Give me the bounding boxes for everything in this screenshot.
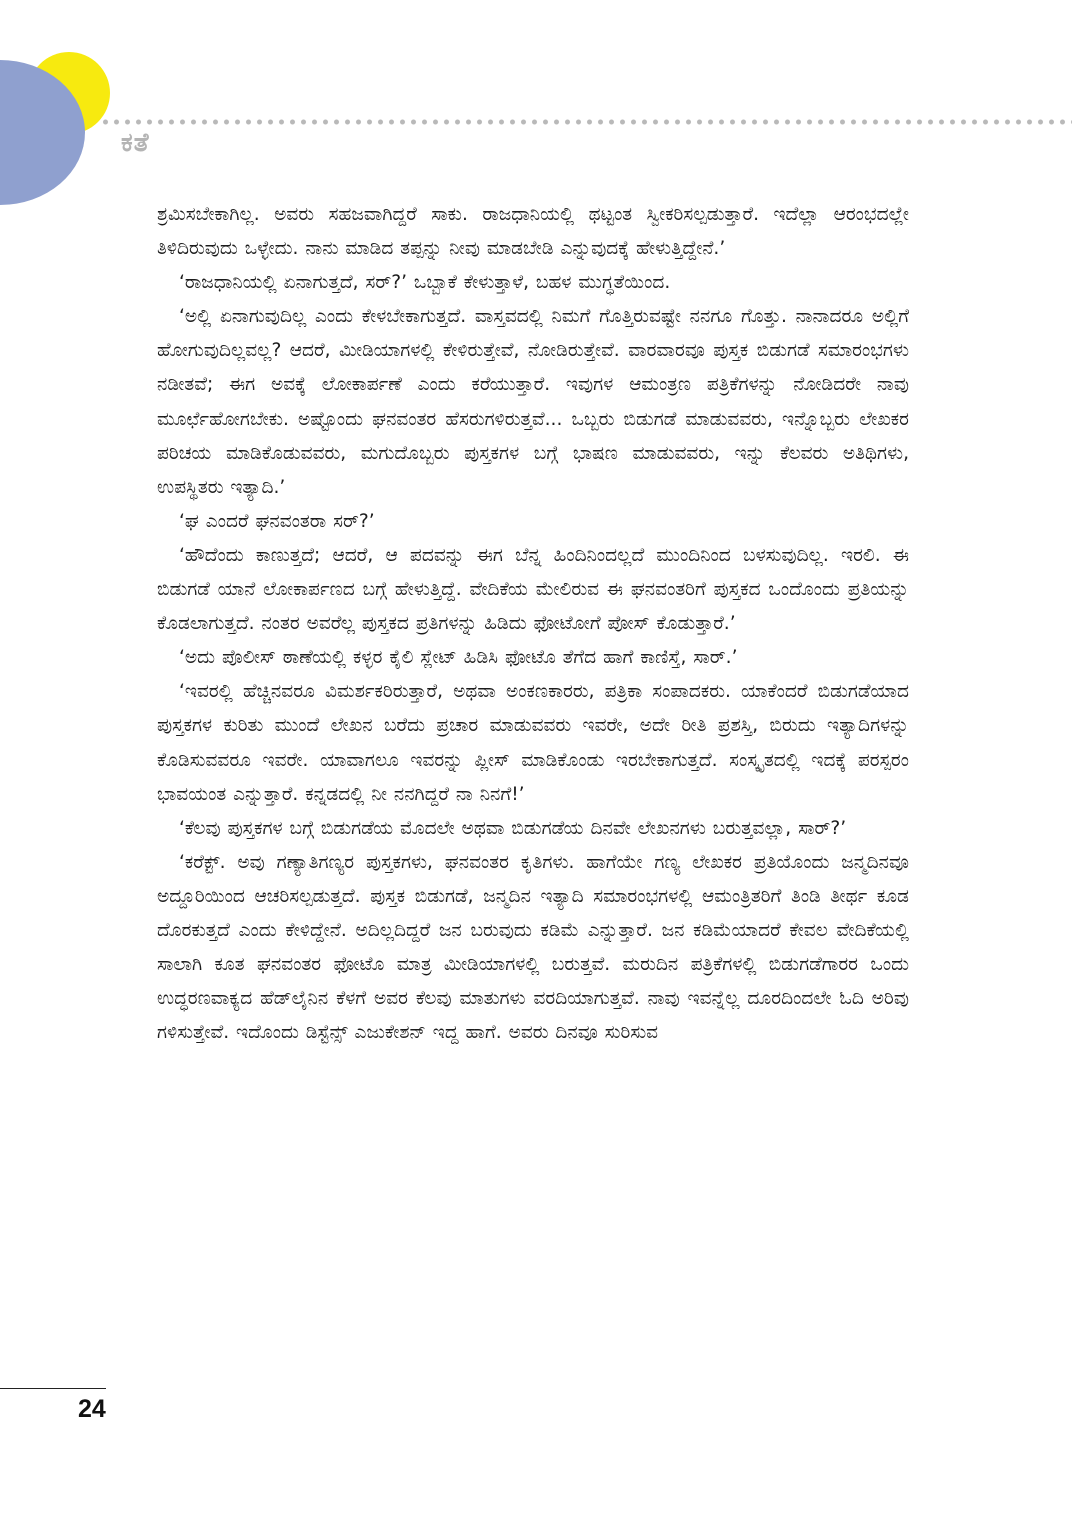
story-body: [157, 198, 909, 1050]
paragraph: ‘ಕರೆಕ್ಟ್. ಅವು ಗಣ್ಯಾತಿಗಣ್ಯರ ಪುಸ್ತಕಗಳು, ಘನವಂತರ ಕೃತಿಗಳು. ಹಾಗೆಯೇ ಗಣ್ಯ ಲೇಖಕರ ಪ್ರತಿಯೊಂದು ಜನ್ಮದಿನವೂ ಅದ್ದೂರಿಯಿಂದ ಆಚರಿಸಲ್ಪಡುತ್ತದೆ. ಪುಸ್ತಕ ಬಿಡುಗಡೆ, ಜನ್ಮದಿನ ಇತ್ಯಾದಿ ಸಮಾರಂಭಗಳಲ್ಲಿ ಆಮಂತ್ರಿತರಿಗೆ ತಿಂಡಿ ತೀರ್ಥ ಕೂಡ ದೊರಕುತ್ತದೆ ಎಂದು ಕೇಳಿದ್ದೇನೆ. ಅದಿಲ್ಲದಿದ್ದರೆ ಜನ ಬರುವುದು ಕಡಿಮೆ ಎನ್ನುತ್ತಾರೆ. ಜನ ಕಡಿಮೆಯಾದರೆ ಕೇವಲ ವೇದಿಕೆಯಲ್ಲಿ ಸಾಲಾಗಿ ಕೂತ ಘನವಂತರ ಫೋಟೊ ಮಾತ್ರ ಮೀಡಿಯಾಗಳಲ್ಲಿ ಬರುತ್ತವೆ. ಮರುದಿನ ಪತ್ರಿಕೆಗಳಲ್ಲಿ ಬಿಡುಗಡೆಗಾರರ ಒಂದು ಉದ್ಧರಣವಾಕ್ಯದ ಹೆಡ್‌ಲೈನಿನ ಕೆಳಗೆ ಅವರ ಕೆಲವು ಮಾತುಗಳು ವರದಿಯಾಗುತ್ತವೆ. ನಾವು ಇವನ್ನೆಲ್ಲ ದೂರದಿಂದಲೇ ಓದಿ ಅರಿವು ಗಳಿಸುತ್ತೇವೆ. ಇದೊಂದು ಡಿಸ್ಟೆನ್ಸ್ ಎಜುಕೇಶನ್ ಇದ್ದ ಹಾಗೆ. ಅವರು ದಿನವೂ ಸುರಿಸುವ: [157, 851, 909, 1044]
footer-rule: [0, 1388, 106, 1389]
dotted-header-rule: [100, 118, 1072, 126]
section-label: ಕತೆ: [121, 128, 150, 158]
paragraph: ‘ಇವರಲ್ಲಿ ಹೆಚ್ಚಿನವರೂ ವಿಮರ್ಶಕರಿರುತ್ತಾರೆ, ಅಥವಾ ಅಂಕಣಕಾರರು, ಪತ್ರಿಕಾ ಸಂಪಾದಕರು. ಯಾಕೆಂದರೆ ಬಿಡುಗಡೆಯಾದ ಪುಸ್ತಕಗಳ ಕುರಿತು ಮುಂದೆ ಲೇಖನ ಬರೆದು ಪ್ರಚಾರ ಮಾಡುವವರು ಇವರೇ, ಅದೇ ರೀತಿ ಪ್ರಶಸ್ತಿ, ಬಿರುದು ಇತ್ಯಾದಿಗಳನ್ನು ಕೊಡಿಸುವವರೂ ಇವರೇ. ಯಾವಾಗಲೂ ಇವರನ್ನು ಪ್ಲೀಸ್ ಮಾಡಿಕೊಂಡು ಇರಬೇಕಾಗುತ್ತದೆ. ಸಂಸ್ಕೃತದಲ್ಲಿ ಇದಕ್ಕೆ ಪರಸ್ಪರಂ ಭಾವಯಂತ ಎನ್ನುತ್ತಾರೆ. ಕನ್ನಡದಲ್ಲಿ ನೀ ನನಗಿದ್ದರೆ ನಾ ನಿನಗೆ!’: [157, 681, 909, 805]
paragraph: ‘ರಾಜಧಾನಿಯಲ್ಲಿ ಏನಾಗುತ್ತದೆ, ಸರ್?’ ಒಬ್ಬಾಕೆ ಕೇಳುತ್ತಾಳೆ, ಬಹಳ ಮುಗ್ಧತೆಯಿಂದ.: [179, 272, 671, 294]
paragraph: ಶ್ರಮಿಸಬೇಕಾಗಿಲ್ಲ. ಅವರು ಸಹಜವಾಗಿದ್ದರೆ ಸಾಕು. ರಾಜಧಾನಿಯಲ್ಲಿ ಥಟ್ಟಂತ ಸ್ವೀಕರಿಸಲ್ಪಡುತ್ತಾರೆ. ಇದೆಲ್ಲಾ ಆರಂಭದಲ್ಲೇ ತಿಳಿದಿರುವುದು ಒಳ್ಳೇದು. ನಾನು ಮಾಡಿದ ತಪ್ಪನ್ನು ನೀವು ಮಾಡಬೇಡಿ ಎನ್ನುವುದಕ್ಕೆ ಹೇಳುತ್ತಿದ್ದೇನೆ.’: [157, 204, 909, 260]
paragraph: ‘ಘ ಎಂದರೆ ಘನವಂತರಾ ಸರ್?’: [179, 510, 375, 532]
paragraph: ‘ಕೆಲವು ಪುಸ್ತಕಗಳ ಬಗ್ಗೆ ಬಿಡುಗಡೆಯ ಮೊದಲೇ ಅಥವಾ ಬಿಡುಗಡೆಯ ದಿನವೇ ಲೇಖನಗಳು ಬರುತ್ತವಲ್ಲಾ, ಸಾರ್?’: [179, 817, 847, 839]
paragraph: ‘ಅಲ್ಲಿ ಏನಾಗುವುದಿಲ್ಲ ಎಂದು ಕೇಳಬೇಕಾಗುತ್ತದೆ. ವಾಸ್ತವದಲ್ಲಿ ನಿಮಗೆ ಗೊತ್ತಿರುವಷ್ಟೇ ನನಗೂ ಗೊತ್ತು. ನಾನಾದರೂ ಅಲ್ಲಿಗೆ ಹೋಗುವುದಿಲ್ಲವಲ್ಲ? ಆದರೆ, ಮೀಡಿಯಾಗಳಲ್ಲಿ ಕೇಳಿರುತ್ತೇವೆ, ನೋಡಿರುತ್ತೇವೆ. ವಾರವಾರವೂ ಪುಸ್ತಕ ಬಿಡುಗಡೆ ಸಮಾರಂಭಗಳು ನಡೀತವೆ; ಈಗ ಅವಕ್ಕೆ ಲೋಕಾರ್ಪಣೆ ಎಂದು ಕರೆಯುತ್ತಾರೆ. ಇವುಗಳ ಆಮಂತ್ರಣ ಪತ್ರಿಕೆಗಳನ್ನು ನೋಡಿದರೇ ನಾವು ಮೂರ್ಛೆಹೋಗಬೇಕು. ಅಷ್ಟೊಂದು ಘನವಂತರ ಹೆಸರುಗಳಿರುತ್ತವೆ... ಒಬ್ಬರು ಬಿಡುಗಡೆ ಮಾಡುವವರು, ಇನ್ನೊಬ್ಬರು ಲೇಖಕರ ಪರಿಚಯ ಮಾಡಿಕೊಡುವವರು, ಮಗುದೊಬ್ಬರು ಪುಸ್ತಕಗಳ ಬಗ್ಗೆ ಭಾಷಣ ಮಾಡುವವರು, ಇನ್ನು ಕೆಲವರು ಅತಿಥಿಗಳು, ಉಪಸ್ಥಿತರು ಇತ್ಯಾದಿ.’: [157, 306, 909, 498]
page-number: 24: [78, 1395, 106, 1423]
paragraph: ‘ಹೌದೆಂದು ಕಾಣುತ್ತದೆ; ಆದರೆ, ಆ ಪದವನ್ನು ಈಗ ಬೆನ್ನ ಹಿಂದಿನಿಂದಲ್ಲದೆ ಮುಂದಿನಿಂದ ಬಳಸುವುದಿಲ್ಲ. ಇರಲಿ. ಈ ಬಿಡುಗಡೆ ಯಾನೆ ಲೋಕಾರ್ಪಣದ ಬಗ್ಗೆ ಹೇಳುತ್ತಿದ್ದೆ. ವೇದಿಕೆಯ ಮೇಲಿರುವ ಈ ಘನವಂತರಿಗೆ ಪುಸ್ತಕದ ಒಂದೊಂದು ಪ್ರತಿಯನ್ನು ಕೊಡಲಾಗುತ್ತದೆ. ನಂತರ ಅವರೆಲ್ಲ ಪುಸ್ತಕದ ಪ್ರತಿಗಳನ್ನು ಹಿಡಿದು ಫೋಟೋಗೆ ಪೋಸ್ ಕೊಡುತ್ತಾರೆ.’: [157, 544, 909, 635]
paragraph: ‘ಅದು ಪೊಲೀಸ್ ಠಾಣೆಯಲ್ಲಿ ಕಳ್ಳರ ಕೈಲಿ ಸ್ಲೇಟ್ ಹಿಡಿಸಿ ಫೋಟೊ ತೆಗೆದ ಹಾಗೆ ಕಾಣಿಸ್ತೆ, ಸಾರ್.’: [179, 647, 738, 669]
